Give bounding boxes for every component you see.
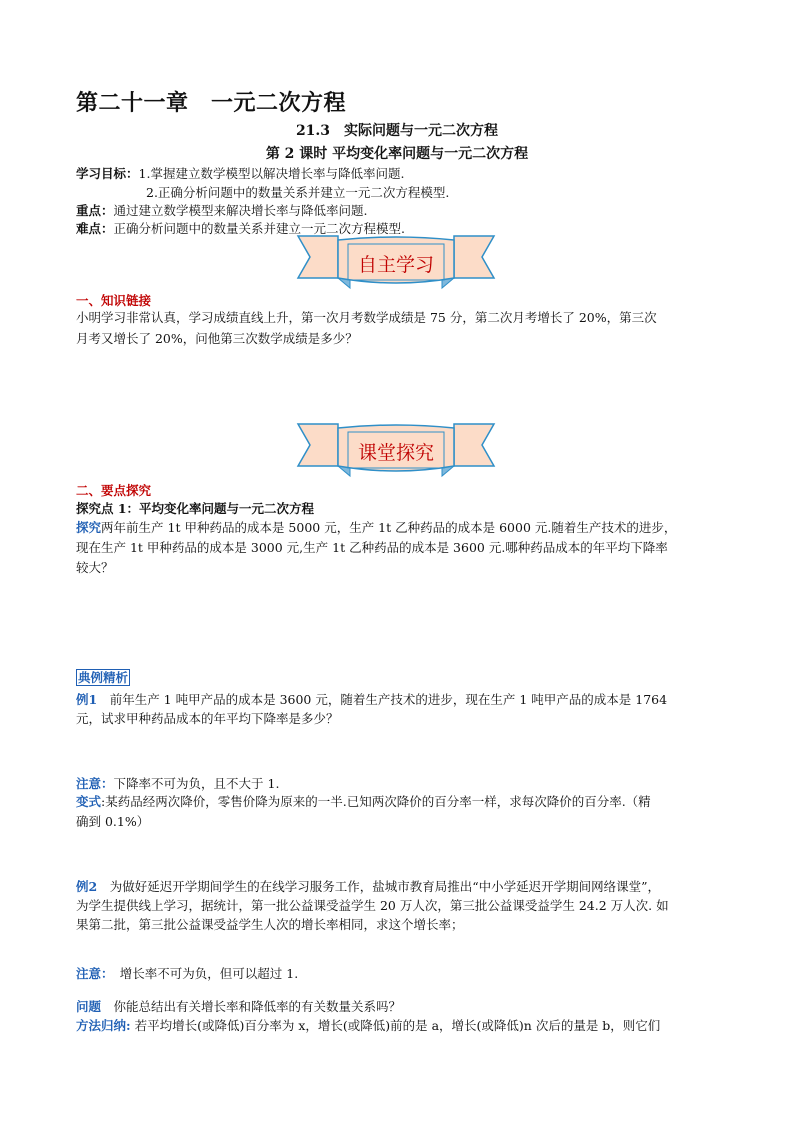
example2-label: 例2 — [76, 879, 98, 894]
variant-label: 变式 — [76, 794, 102, 809]
example2-text-1: 为做好延迟开学期间学生的在线学习服务工作，盐城市教育局推出“中小学延迟开学期间网络课堂”， — [97, 879, 660, 894]
part2-heading: 二、要点探究 — [76, 483, 152, 498]
part1-heading: 一、知识链接 — [76, 293, 152, 308]
note1 — [76, 774, 279, 792]
explore-text-1: 两年前生产 1t 甲种药品的成本是 5000 元，生产 1t 乙种药品的成本是 6000 元.随着生产技术的进步， — [101, 520, 677, 535]
example1-label: 例1 — [76, 692, 98, 707]
example1-line-2: 元，试求甲种药品成本的年平均下降率是多少？ — [76, 711, 339, 726]
banner-self-study-text: 自主学习 — [357, 254, 435, 276]
key-point-label: 重点： — [76, 203, 114, 218]
note2 — [76, 964, 298, 982]
explore-line-3: 较大？ — [76, 560, 114, 575]
explore-point-1: 探究点 1：平均变化率问题与一元二次方程 — [76, 501, 315, 516]
question-label: 问题 — [76, 999, 102, 1014]
banner-classroom-explore-text: 课堂探究 — [357, 442, 435, 464]
method-summary — [76, 1016, 660, 1034]
variant-line-1 — [76, 792, 651, 810]
explore-line-1 — [76, 518, 676, 536]
example2-line-2: 为学生提供线上学习，据统计，第一批公益课受益学生 20 万人次，第三批公益课受益学生 24.2 万人次. 如 — [76, 898, 669, 913]
question — [76, 997, 401, 1015]
key-point — [76, 201, 368, 219]
difficulty-text: 正确分析问题中的数量关系并建立一元二次方程模型. — [113, 221, 405, 236]
method-text: 若平均增长(或降低)百分率为 x，增长(或降低)前的是 a，增长(或降低)n 次后的量是 b，则它们 — [130, 1018, 661, 1033]
variant-text-1: :某药品经两次降价，零售价降为原来的一半.已知两次降价的百分率一样，求每次降价的百分率.（精 — [101, 794, 651, 809]
lesson-title: 第 2 课时 平均变化率问题与一元二次方程 — [265, 146, 529, 162]
banner-classroom-explore — [296, 420, 496, 478]
goals-label: 学习目标： — [76, 166, 139, 181]
goal-item-2: 2.正确分析问题中的数量关系并建立一元二次方程模型. — [146, 185, 450, 200]
variant-line-2: 确到 0.1%） — [76, 814, 150, 829]
method-label: 方法归纳: — [76, 1018, 131, 1033]
note2-label: 注意： — [76, 966, 108, 981]
note1-text: 下降率不可为负，且不大于 1. — [113, 776, 280, 791]
question-text: 你能总结出有关增长率和降低率的有关数量关系吗？ — [101, 999, 402, 1014]
note1-label: 注意： — [76, 776, 114, 791]
example2-line-1 — [76, 877, 660, 895]
example1-text-1: 前年生产 1 吨甲产品的成本是 3600 元，随着生产技术的进步，现在生产 1 吨甲产品的成本是 1764 — [97, 692, 668, 707]
banner-self-study — [296, 232, 496, 290]
typical-examples-tag — [76, 669, 130, 686]
goal-item-1: 1.掌握建立数学模型以解决增长率与降低率问题. — [138, 166, 405, 181]
explore-line-2: 现在生产 1t 甲种药品的成本是 3000 元,生产 1t 乙种药品的成本是 3600 元.哪种药品成本的年平均下降率 — [76, 540, 668, 555]
example2-line-3: 果第二批，第三批公益课受益学生人次的增长率相同，求这个增长率； — [76, 917, 464, 932]
difficulty-label: 难点： — [76, 221, 114, 236]
key-point-text: 通过建立数学模型来解决增长率与降低率问题. — [113, 203, 368, 218]
part1-line-1: 小明学习非常认真，学习成绩直线上升，第一次月考数学成绩是 75 分，第二次月考增长了 20%，第三次 — [76, 310, 657, 325]
note2-text: 增长率不可为负，但可以超过 1. — [107, 966, 299, 981]
learning-goals — [76, 164, 404, 182]
example1-line-1 — [76, 690, 667, 708]
typical-examples-label: 典例精析 — [78, 670, 129, 685]
chapter-title: 第二十一章 一元二次方程 — [76, 91, 347, 116]
part1-line-2: 月考又增长了 20%，问他第三次数学成绩是多少？ — [76, 331, 358, 346]
explore-label: 探究 — [76, 520, 102, 535]
section-title: 21.3 实际问题与一元二次方程 — [295, 123, 499, 139]
